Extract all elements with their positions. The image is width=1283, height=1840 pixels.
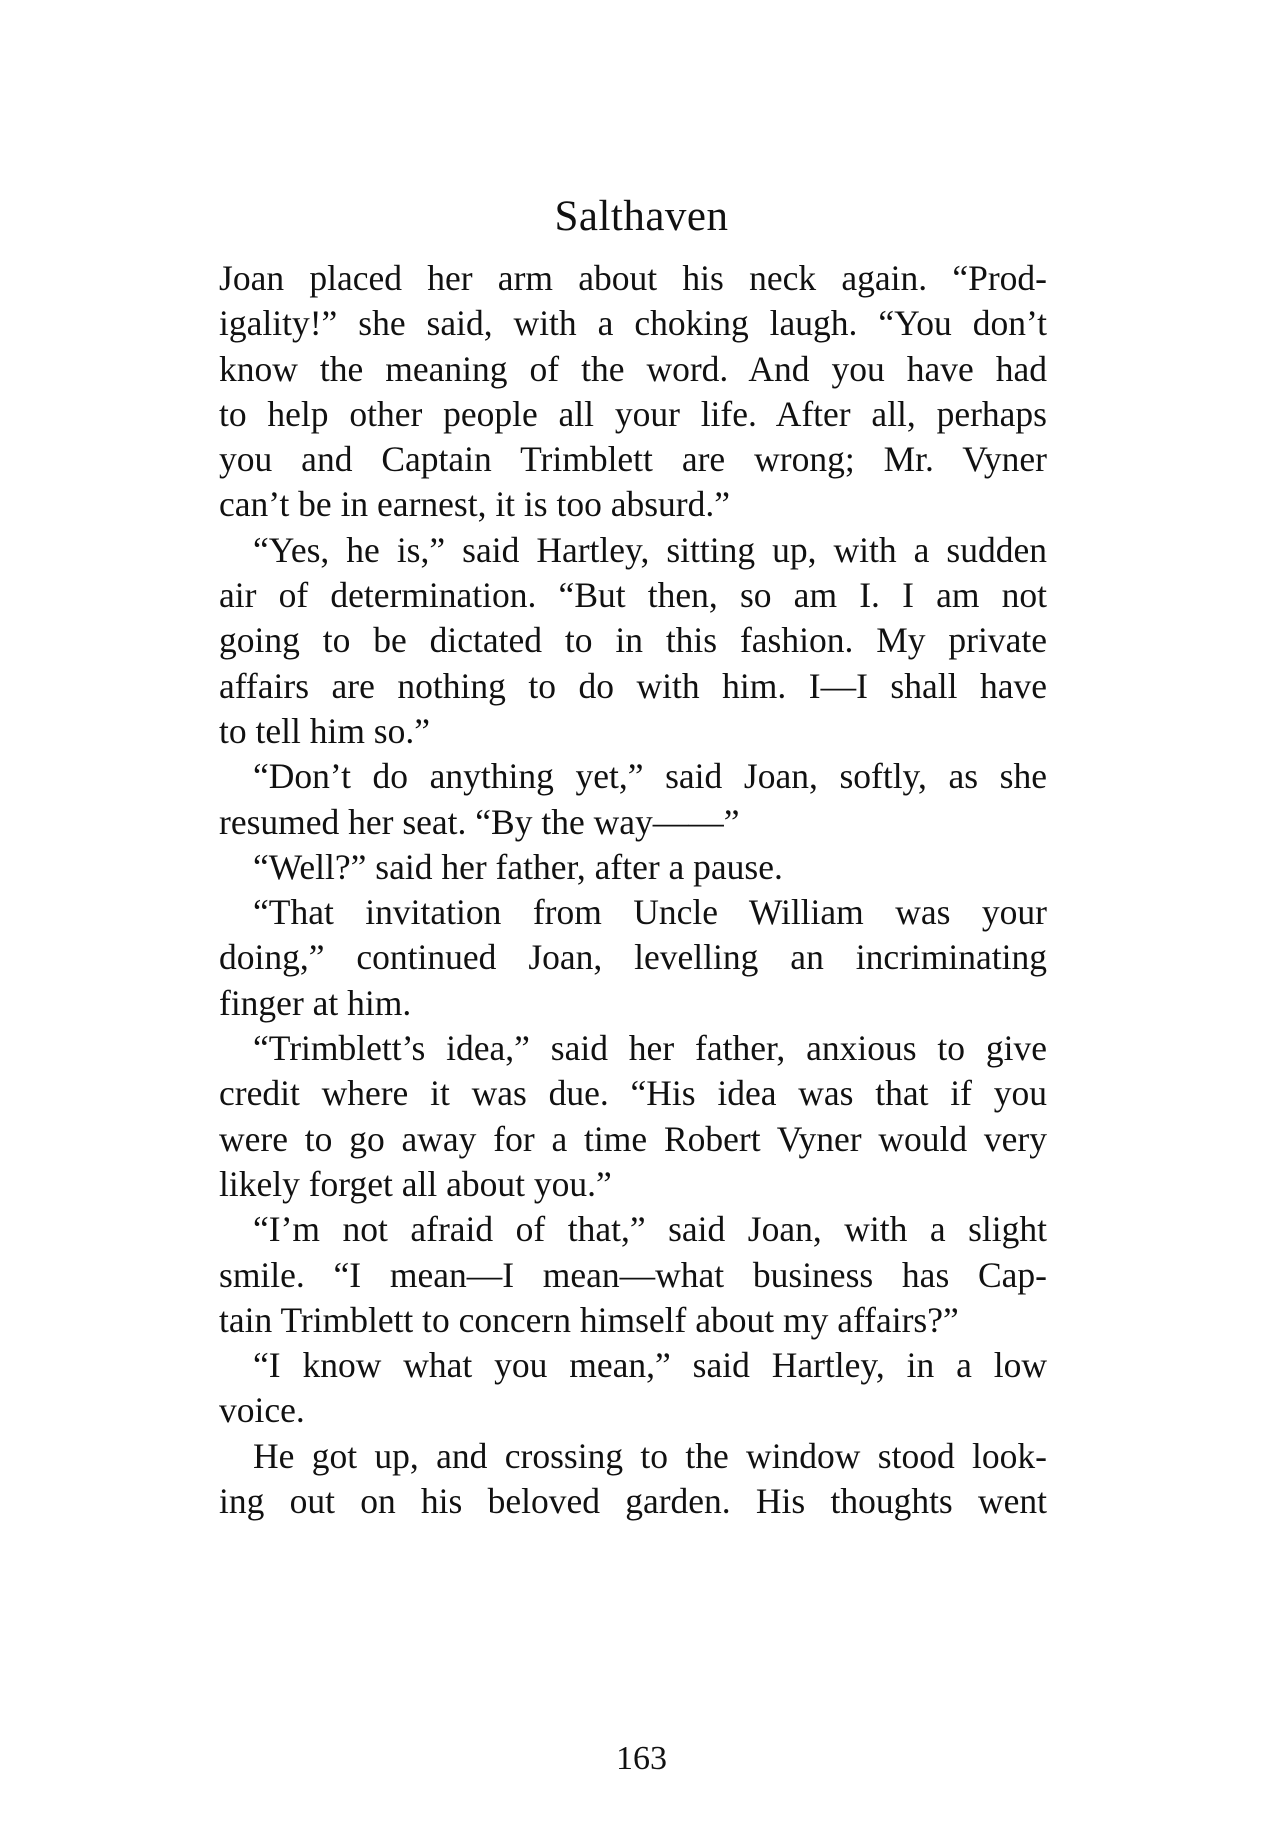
text-line: resumed her seat. “By the way——” xyxy=(219,801,740,842)
text-line: doing,” continued Joan, levelling an incriminating xyxy=(219,937,1047,978)
text-line: ing out on his beloved garden. His thoughts went xyxy=(219,1481,1047,1522)
text-line: voice. xyxy=(219,1390,305,1431)
running-head: Salthaven xyxy=(554,193,729,240)
text-line: “I know what you mean,” said Hartley, in a low xyxy=(253,1345,1047,1386)
text-line: “Yes, he is,” said Hartley, sitting up, with a sudden xyxy=(253,529,1047,570)
text-line: can’t be in earnest, it is too absurd.” xyxy=(219,484,730,525)
text-line: finger at him. xyxy=(219,982,412,1023)
text-line: igality!” she said, with a choking laugh. “You don’t xyxy=(219,303,1047,344)
text-line: “I’m not afraid of that,” said Joan, with a slight xyxy=(253,1209,1047,1250)
text-line: tain Trimblett to concern himself about my affairs?” xyxy=(219,1299,959,1340)
text-line: likely forget all about you.” xyxy=(219,1163,612,1204)
text-line: affairs are nothing to do with him. I—I shall have xyxy=(219,665,1047,706)
text-line: to help other people all your life. After all, perhaps xyxy=(219,393,1047,434)
text-line: “That invitation from Uncle William was your xyxy=(253,892,1047,933)
text-line: to tell him so.” xyxy=(219,710,431,751)
text-line: know the meaning of the word. And you have had xyxy=(219,348,1047,389)
text-line: were to go away for a time Robert Vyner would very xyxy=(219,1118,1047,1159)
text-line: “Well?” said her father, after a pause. xyxy=(253,846,783,887)
body-text xyxy=(219,256,1047,1524)
text-line: “Trimblett’s idea,” said her father, anxious to give xyxy=(253,1028,1047,1069)
text-line: Joan placed her arm about his neck again. “Prod- xyxy=(219,258,1047,298)
text-line: He got up, and crossing to the window stood look- xyxy=(253,1435,1047,1476)
text-line: “Don’t do anything yet,” said Joan, softly, as she xyxy=(253,756,1047,797)
text-line: smile. “I mean—I mean—what business has Cap- xyxy=(219,1254,1047,1295)
page-number: 163 xyxy=(616,1740,667,1777)
text-line: air of determination. “But then, so am I. I am not xyxy=(219,575,1047,616)
text-line: you and Captain Trimblett are wrong; Mr. Vyner xyxy=(219,439,1047,480)
text-line: going to be dictated to in this fashion. My private xyxy=(219,620,1047,661)
text-line: credit where it was due. “His idea was that if you xyxy=(219,1073,1047,1114)
